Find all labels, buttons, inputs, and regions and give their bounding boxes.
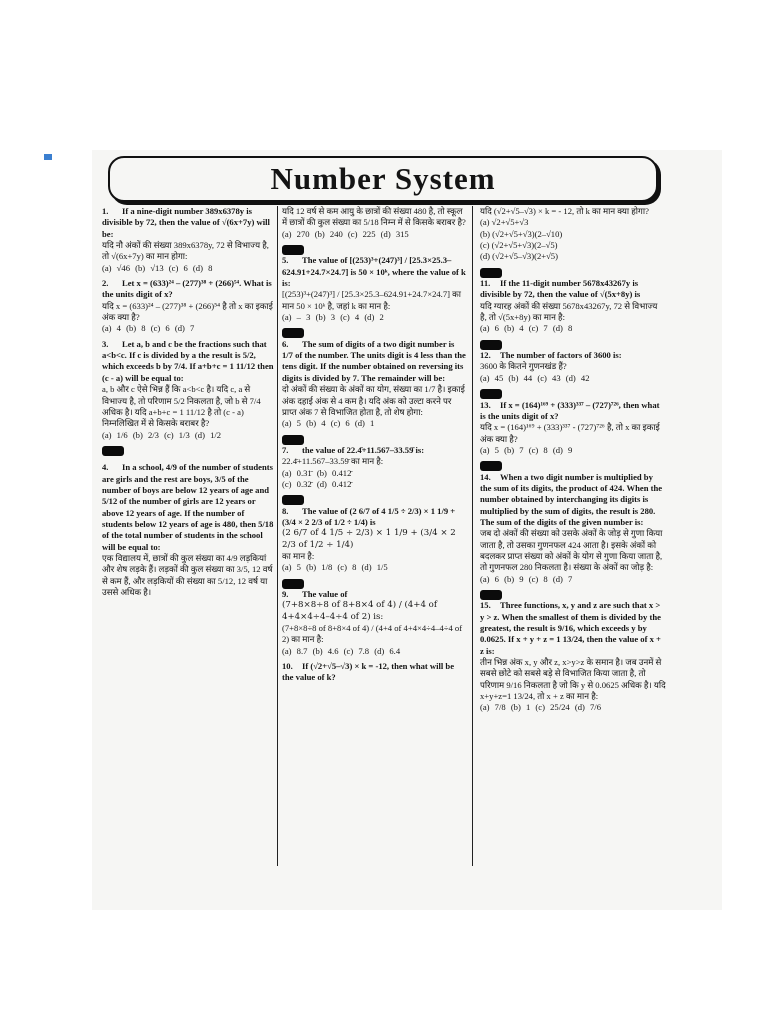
question-number: 3. <box>102 338 109 349</box>
title-banner <box>108 156 658 202</box>
question-8 <box>282 506 466 574</box>
options: (a) 5 (b) 4 (c) 6 (d) 1 <box>282 418 375 429</box>
question-text: If (√2+√5–√3) × k = -12, then what will be the value of k? <box>282 661 455 683</box>
question-number: 2. <box>102 278 109 289</box>
question-text-hindi: (7+8×8÷8 of 8+8×4 of 4) / (4+4 of 4+4×4÷4–4÷4 of 2) का मान है: <box>282 623 463 645</box>
question-number: 12. <box>480 350 491 361</box>
question-5 <box>282 255 466 323</box>
question-text: If x = (164)¹⁶⁹ + (333)³³⁷ – (727)⁷²⁶, then what is the units digit of x? <box>480 399 660 421</box>
question-text-hindi: a, b और c ऐसे भिन्न हैं कि a<b<c है। यदि c, a से विभाज्य है, तो परिणाम 5/2 निकलता है, जो b से 7/4 अधिक है। यदि a+b+c = 1 11/12 है तो (c - a) निम्नलिखित में से किसके बराबर है? <box>102 384 261 429</box>
redaction-mark <box>480 268 502 278</box>
redaction-mark <box>282 328 304 338</box>
option-b: (b) (√2+√5+√3)(2–√10) <box>480 228 563 239</box>
options: (a) 1/6 (b) 2/3 (c) 1/3 (d) 1/2 <box>102 429 222 440</box>
question-text-hindi: यदि (√2+√5–√3) × k = - 12, तो k का मान क्या होगा? <box>480 206 649 216</box>
options: (a) 270 (b) 240 (c) 225 (d) 315 <box>282 228 409 239</box>
column-divider <box>277 206 278 866</box>
options: (a) 7/8 (b) 1 (c) 25/24 (d) 7/6 <box>480 702 601 713</box>
question-number: 6. <box>282 338 289 349</box>
question-text: When a two digit number is multiplied by the sum of its digits, the product of 424. When the number obtained by interchanging its digits is multiplied by the sum of digits, the result is 280. The sum of the digits of the given number is: <box>480 471 663 527</box>
question-number: 4. <box>102 462 109 473</box>
options: (a) 5 (b) 7 (c) 8 (d) 9 <box>480 444 573 455</box>
expression: (7+8×8÷8 of 8+8×4 of 4) / (4+4 of 4+4×4÷4–4÷4 of 2) is: <box>282 600 438 622</box>
question-number: 11. <box>480 278 491 289</box>
question-number: 1. <box>102 206 109 216</box>
question-number: 8. <box>282 505 289 516</box>
redaction-mark <box>480 389 502 399</box>
question-text-hindi: का मान है: <box>282 550 315 561</box>
question-text: Three functions, x, y and z are such that x > y > z. When the smallest of them is divided by the greatest, the result is 9/16, which exceeds y by 0.0625. If x + y + z = 1 13/24, then the value of x + z is: <box>480 600 661 656</box>
page-title: Number System <box>270 161 496 196</box>
question-number: 13. <box>480 399 491 410</box>
question-text: Let a, b and c be the fractions such that a<b<c. If c is divided by a the result is 5/2, which exceeds b by 7/4. If a+b+c = 1 11/12 then (c - a) will be equal to: <box>102 338 274 383</box>
redaction-mark <box>102 446 124 456</box>
question-number: 10. <box>282 661 293 672</box>
column-1 <box>102 206 274 602</box>
question-text-hindi: [(253)³+(247)³] / [25.3×25.3–624.91+24.7×24.7] का मान 50 × 10ᵏ है, जहां k का मान है: <box>282 289 461 311</box>
question-text-hindi: एक विद्यालय में, छात्रों की कुल संख्या का 4/9 लड़कियां और शेष लड़के हैं। लड़कों की कुल संख्या का 3/5, 12 वर्ष से कम हैं, और लड़कियों की संख्या का 5/12, 12 वर्ष या उससे अधिक है। <box>102 552 273 597</box>
redaction-mark <box>480 340 502 350</box>
options: (a) 45 (b) 44 (c) 43 (d) 42 <box>480 372 590 383</box>
question-text-hindi: दो अंकों की संख्या के अंकों का योग, संख्या का 1/7 है। इकाई अंक दहाई अंक से 4 कम है। यदि अंक को उल्टा करने पर प्राप्त अंक 7 से विभाजित होता है, तो शेष होगा: <box>282 384 465 417</box>
question-12 <box>480 350 666 384</box>
redaction-mark <box>282 245 304 255</box>
question-9 <box>282 589 466 657</box>
option-c: (c) (√2+√5+√3)(2–√5) <box>480 240 558 251</box>
question-text: the value of 22.4̄+11.567–33.59̄ is: <box>302 444 425 455</box>
question-text-hindi: यदि नौ अंकों की संख्या 389x6378y, 72 से विभाज्य है, तो √(6x+7y) का मान होगा: <box>102 240 269 262</box>
options: (a) 4 (b) 8 (c) 6 (d) 7 <box>102 323 195 334</box>
question-text-hindi: यदि x = (164)¹⁶⁹ + (333)³³⁷ - (727)⁷²⁶ है, तो x का इकाई अंक क्या है? <box>480 422 660 444</box>
column-3 <box>480 206 666 718</box>
question-text-hindi: 3600 के कितने गुणनखंड हैं? <box>480 361 567 372</box>
question-text: The value of [(253)³+(247)³] / [25.3×25.3–624.91+24.7×24.7] is 50 × 10ᵏ, where the value of k is: <box>282 255 466 289</box>
options: (a) 6 (b) 4 (c) 7 (d) 8 <box>480 323 573 334</box>
question-4 <box>102 462 274 598</box>
question-text-hindi: यदि ग्यारह अंकों की संख्या 5678x43267y, 72 से विभाज्य है, तो √(5x+8y) का मान है: <box>480 300 658 323</box>
scan-corner-mark <box>44 154 52 160</box>
redaction-mark <box>282 495 304 505</box>
question-text: The sum of digits of a two digit number is 1/7 of the number. The units digit is 4 less than the tens digit. If the number obtained on reversing its digits is divided by 7. The remainder will be: <box>282 338 466 383</box>
question-7 <box>282 445 466 490</box>
question-number: 15. <box>480 600 491 611</box>
options: (a) 6 (b) 9 (c) 8 (d) 7 <box>480 573 573 584</box>
question-15 <box>480 600 666 713</box>
question-10 <box>282 661 466 684</box>
question-3 <box>102 339 274 441</box>
options: (a) – 3 (b) 3 (c) 4 (d) 2 <box>282 312 384 323</box>
question-11 <box>480 278 666 335</box>
column-2 <box>282 206 466 688</box>
option-a: (a) √2+√5+√3 <box>480 217 529 228</box>
question-text: In a school, 4/9 of the number of students are girls and the rest are boys, 3/5 of the number of boys are below 12 years of age and 5/12 of the number of girls are 12 years or above 12 years of age. If the number of students below 12 years of age is 480, then 5/18 of the total number of students in the school will be equal to: <box>102 462 274 552</box>
question-number: 14. <box>480 471 491 482</box>
question-text-hindi: तीन भिन्न अंक x, y और z, x>y>z के समान है। जब उनमें से सबसे छोटे को सबसे बड़े से विभाजित किया जाता है, तो परिणाम 9/16 निकलता है जो कि y से 0.0625 अधिक है। यदि x+y+z=1 13/24, तो x + z का मान है: <box>480 657 666 702</box>
question-number: 9. <box>282 589 289 599</box>
redaction-mark <box>282 579 304 589</box>
question-13 <box>480 400 666 457</box>
question-text: If a nine-digit number 389x6378y is divisible by 72, then the value of √(6x+7y) will be: <box>102 206 270 239</box>
question-10-continued <box>480 206 666 263</box>
question-text-hindi: जब दो अंकों की संख्या को उसके अंकों के जोड़ से गुणा किया जाता है, तो उसका गुणनफल 424 आता है। इसके अंकों को बदलकर प्राप्त संख्या को अंकों के योग से गुणा किया जाता है, तो गुणनफल 280 निकलता है। संख्या के अंकों का जोड़ है: <box>480 528 663 573</box>
question-text: If the 11-digit number 5678x43267y is divisible by 72, then the value of √(5x+8y) is <box>480 278 641 300</box>
options: (c) 0.32̄ (d) 0.412̄ <box>282 478 352 489</box>
redaction-mark <box>480 461 502 471</box>
options: (a) 8.7 (b) 4.6 (c) 7.8 (d) 6.4 <box>282 645 401 656</box>
question-text-hindi: यदि x = (633)²⁴ – (277)³⁸ + (266)⁵⁴ है तो x का इकाई अंक क्या है? <box>102 300 273 323</box>
question-2 <box>102 278 274 335</box>
question-1 <box>102 206 274 274</box>
question-text: Let x = (633)²⁴ – (277)³⁸ + (266)⁵⁴. What is the units digit of x? <box>102 278 272 300</box>
redaction-mark <box>480 590 502 600</box>
column-divider <box>472 206 473 866</box>
question-14 <box>480 472 666 585</box>
redaction-mark <box>282 435 304 445</box>
question-4-continued <box>282 206 466 240</box>
question-text: The value of (2 6/7 of 4 1/5 ÷ 2/3) × 1 1/9 + (3/4 × 2 2/3 of 1/2 ÷ 1/4) is <box>282 505 456 527</box>
question-number: 5. <box>282 255 289 266</box>
question-6 <box>282 339 466 430</box>
question-text: The number of factors of 3600 is: <box>500 350 622 361</box>
option-d: (d) (√2+√5–√3)(2+√5) <box>480 251 558 262</box>
question-text: The value of <box>302 589 348 599</box>
question-text-hindi: यदि 12 वर्ष से कम आयु के छात्रों की संख्या 480 है, तो स्कूल में छात्रों की कुल संख्या का 5/18 निम्न में से किसके बराबर है? <box>282 206 466 228</box>
question-text-hindi: 22.4̄+11.567–33.59̄ का मान है: <box>282 456 384 467</box>
options: (a) 0.31̄ (b) 0.412̄ <box>282 467 352 478</box>
options: (a) √46 (b) √13 (c) 6 (d) 8 <box>102 262 213 273</box>
expression: (2 6/7 of 4 1/5 ÷ 2/3) × 1 1/9 + (3/4 × 2 2/3 of 1/2 ÷ 1/4) <box>282 528 456 550</box>
question-number: 7. <box>282 444 289 455</box>
options: (a) 5 (b) 1/8 (c) 8 (d) 1/5 <box>282 562 388 573</box>
